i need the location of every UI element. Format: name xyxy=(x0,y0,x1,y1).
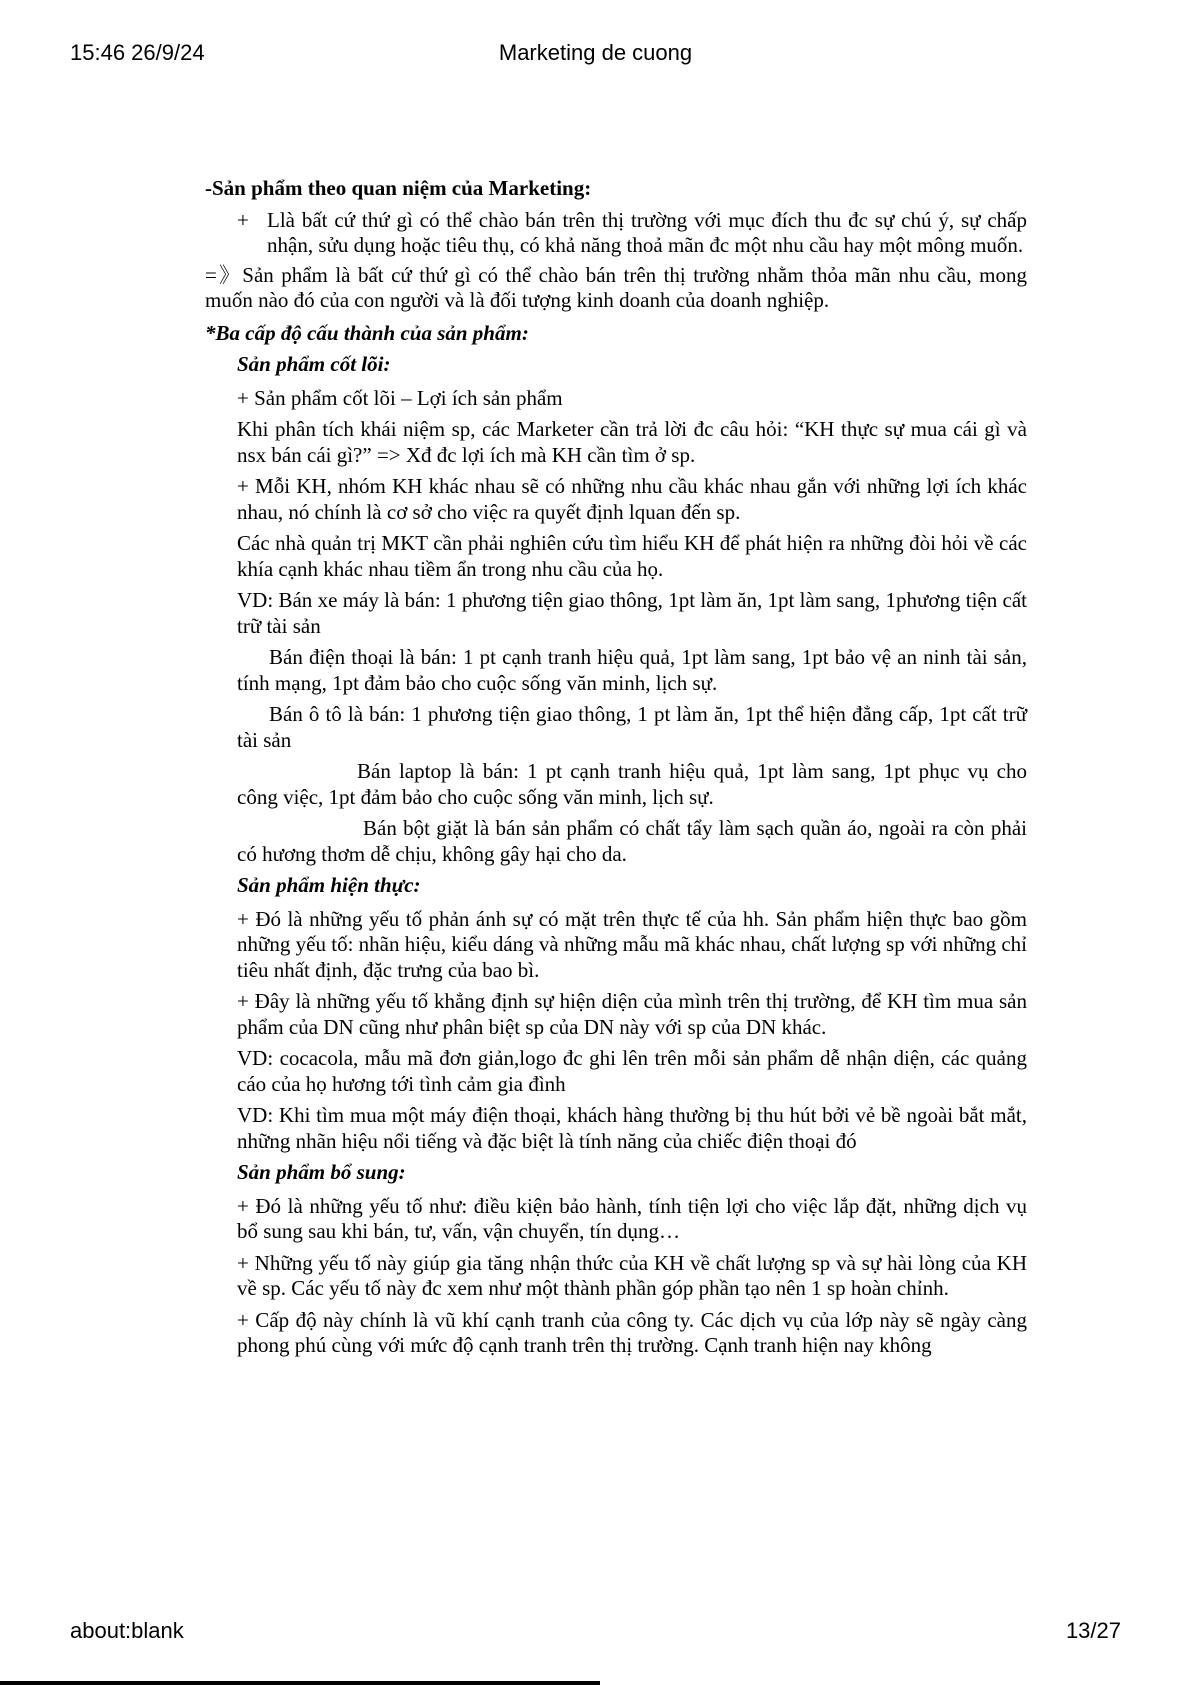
page-url: about:blank xyxy=(70,1618,184,1643)
paragraph: + Sản phẩm cốt lõi – Lợi ích sản phẩm xyxy=(237,385,563,410)
print-footer xyxy=(70,1618,1121,1648)
subheading-actual-product: Sản phẩm hiện thực: xyxy=(237,873,421,897)
paragraph: Các nhà quản trị MKT cần phải nghiên cứu tìm hiểu KH để phát hiện ra những đòi hỏi về các khía cạnh khác nhau tiềm ẩn trong nhu cầu của họ. xyxy=(237,531,1027,581)
paragraph: + Cấp độ này chính là vũ khí cạnh tranh của công ty. Các dịch vụ của lớp này sẽ ngày càng phong phú cùng với mức độ cạnh tranh trên thị trường. Cạnh tranh hiện nay không xyxy=(237,1307,1027,1357)
bullet-item xyxy=(237,208,1027,259)
paragraph: + Những yếu tố này giúp gia tăng nhận thức của KH về chất lượng sp và sự hài lòng của KH về sp. Các yếu tố này đc xem như một thành phần góp phần tạo nên 1 sp hoàn chỉnh. xyxy=(237,1250,1027,1300)
subheading-augmented-product: Sản phẩm bổ sung: xyxy=(237,1160,406,1184)
bottom-divider xyxy=(0,1681,600,1685)
bullet-text: Llà bất cứ thứ gì có thể chào bán trên thị trường với mục đích thu đc sự chú ý, sự chấp nhận, sửu dụng hoặc tiêu thụ, có khả năng thoả mãn đc một nhu cầu hay một mông muốn. xyxy=(267,207,1027,257)
paragraph: + Mỗi KH, nhóm KH khác nhau sẽ có những nhu cầu khác nhau gắn với những lợi ích khác nhau, nó chính là cơ sở cho việc ra quyết định lquan đến sp. xyxy=(237,474,1027,524)
paragraph: + Đó là những yếu tố phản ánh sự có mặt trên thực tế của hh. Sản phẩm hiện thực bao gồm những yếu tố: nhãn hiệu, kiểu dáng và những mẫu mã khác nhau, chất lượng sp với những chỉ tiêu nhất định, đặc trưng của bao bì. xyxy=(237,906,1027,982)
paragraph: Bán điện thoại là bán: 1 pt cạnh tranh hiệu quả, 1pt làm sang, 1pt bảo vệ an ninh tài sản, tính mạng, 1pt đảm bảo cho cuộc sống văn minh, lịch sự. xyxy=(237,645,1027,695)
paragraph: VD: Khi tìm mua một máy điện thoại, khách hàng thường bị thu hút bởi vẻ bề ngoài bắt mắt, những nhãn hiệu nổi tiếng và đặc biệt là tính năng của chiếc điện thoại đó xyxy=(237,1103,1027,1153)
paragraph: Bán bột giặt là bán sản phẩm có chất tẩy làm sạch quần áo, ngoài ra còn phải có hương thơm dễ chịu, không gây hại cho da. xyxy=(237,816,1027,866)
print-datetime: 15:46 26/9/24 xyxy=(70,40,205,65)
section-heading-product-concept: -Sản phẩm theo quan niệm của Marketing: xyxy=(205,176,592,200)
paragraph: Bán laptop là bán: 1 pt cạnh tranh hiệu quả, 1pt làm sang, 1pt phục vụ cho công việc, 1pt đảm bảo cho cuộc sống văn minh, lịch sự. xyxy=(237,759,1027,809)
paragraph: Khi phân tích khái niệm sp, các Marketer cần trả lời đc câu hỏi: “KH thực sự mua cái gì và nsx bán cái gì?” => Xđ đc lợi ích mà KH cần tìm ở sp. xyxy=(237,417,1027,467)
conclusion-paragraph: =》Sản phẩm là bất cứ thứ gì có thể chào bán trên thị trường nhằm thỏa mãn nhu cầu, mong muốn nào đó của con người và là đối tượng kinh doanh của doanh nghiệp. xyxy=(205,262,1027,312)
section-heading-product-levels: *Ba cấp độ cấu thành của sản phẩm: xyxy=(205,320,529,345)
paragraph: VD: Bán xe máy là bán: 1 phương tiện giao thông, 1pt làm ăn, 1pt làm sang, 1phương tiện cất trữ tài sản xyxy=(237,588,1027,638)
document-title: Marketing de cuong xyxy=(498,40,693,65)
print-header xyxy=(70,40,1121,70)
paragraph: + Đây là những yếu tố khẳng định sự hiện diện của mình trên thị trường, để KH tìm mua sản phẩm của DN cũng như phân biệt sp của DN này với sp của DN khác. xyxy=(237,989,1027,1039)
page-number: 13/27 xyxy=(1065,1618,1121,1643)
paragraph: + Đó là những yếu tố như: điều kiện bảo hành, tính tiện lợi cho việc lắp đặt, những dịch vụ bổ sung sau khi bán, tư, vấn, vận chuyển, tín dụng… xyxy=(237,1193,1027,1243)
bullet-mark: + xyxy=(237,207,249,232)
paragraph: VD: cocacola, mẫu mã đơn giản,logo đc ghi lên trên mỗi sản phẩm dễ nhận diện, các quảng cáo của họ hương tới tình cảm gia đình xyxy=(237,1046,1027,1096)
paragraph: Bán ô tô là bán: 1 phương tiện giao thông, 1 pt làm ăn, 1pt thể hiện đẳng cấp, 1pt cất trữ tài sản xyxy=(237,702,1027,752)
subheading-core-product: Sản phẩm cốt lõi: xyxy=(237,352,391,376)
document-body xyxy=(205,176,1027,1365)
